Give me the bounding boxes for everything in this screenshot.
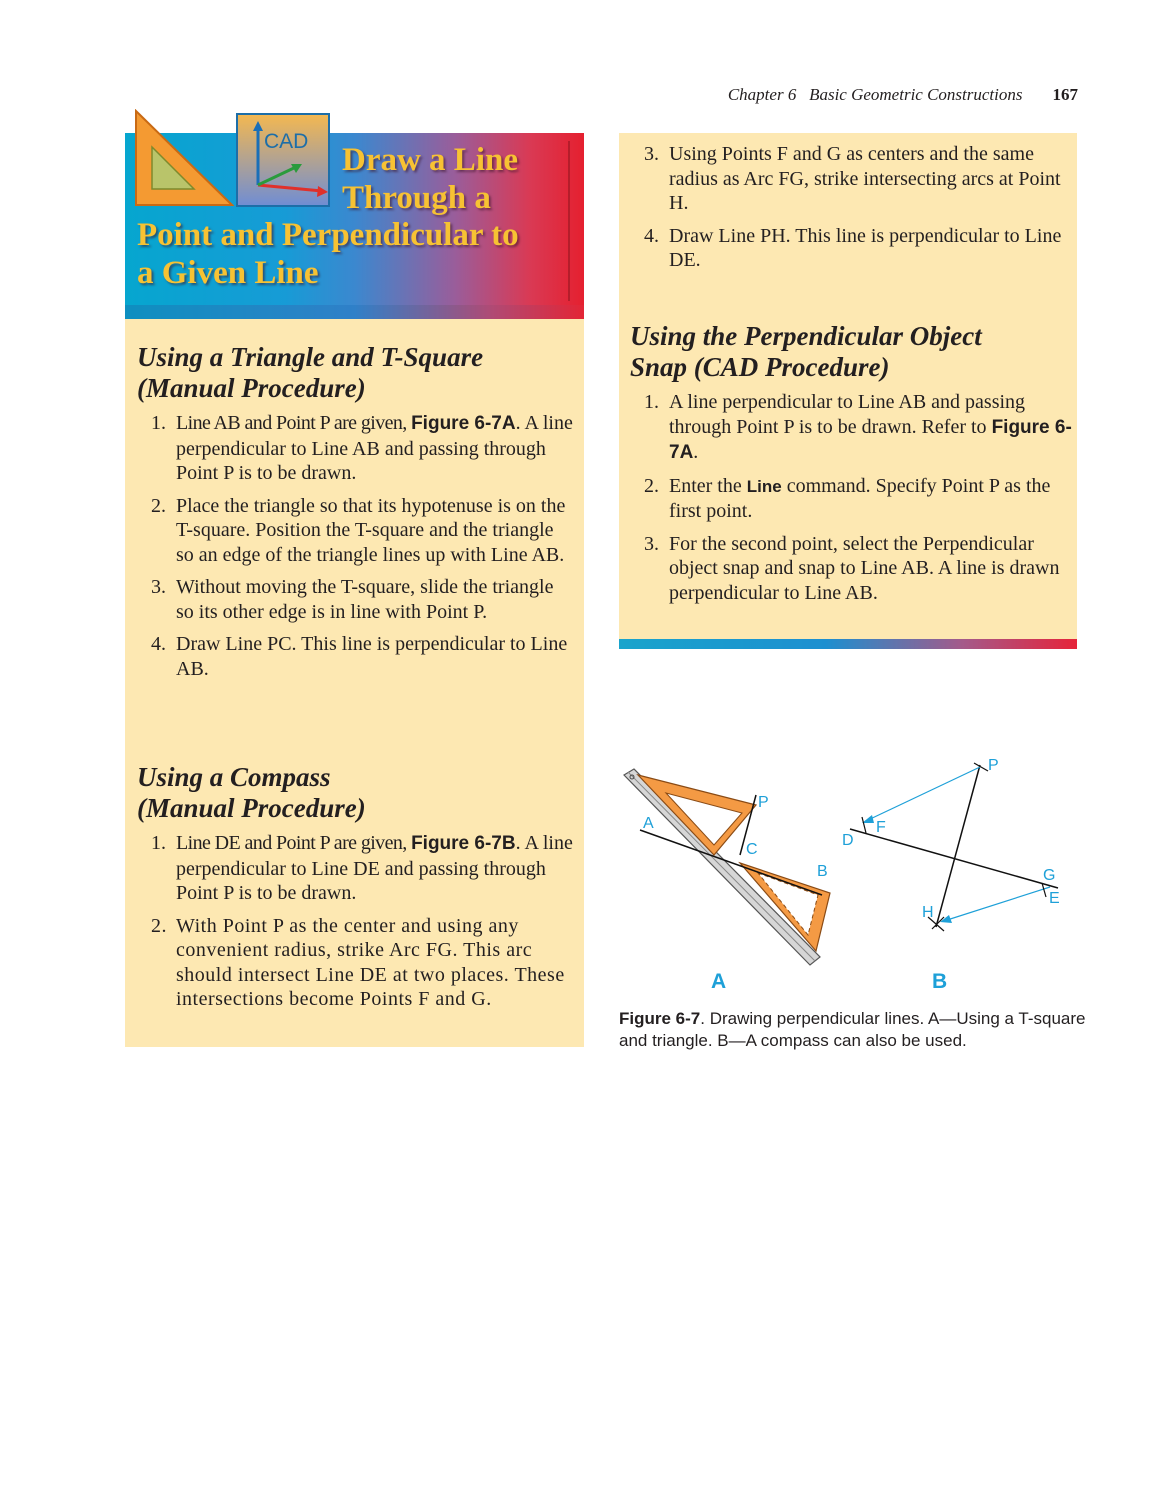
cad-icon [236, 113, 330, 207]
chapter-title: Chapter 6 Basic Geometric Constructions [727, 85, 1023, 104]
section2-heading [137, 762, 366, 824]
section1-steps [151, 411, 576, 689]
step-text: Draw Line PH. This line is perpendicular to Line DE. [669, 224, 1062, 271]
line-ab [640, 830, 822, 895]
section1-heading-line2: (Manual Procedure) [137, 373, 366, 403]
section2-steps-right [644, 142, 1072, 281]
banner-rule [568, 141, 570, 301]
step-number: 3. [644, 143, 659, 165]
list-item [151, 632, 576, 681]
list-item [644, 390, 1072, 466]
banner-title-line3: Point and Perpendicular to [137, 217, 519, 253]
step-text: For the second point, select the Perpendicular object snap and snap to Line AB. A line is drawn perpendicular to Line AB. [669, 532, 1060, 604]
banner-bottom-strip [125, 305, 584, 319]
figure-caption [619, 1008, 1089, 1052]
section1-heading-line1: Using a Triangle and T-Square [137, 342, 484, 372]
tick-p [974, 763, 988, 771]
step-number: 3. [644, 532, 659, 555]
label-b-point-p: P [988, 757, 999, 774]
list-item [151, 831, 576, 906]
section3-heading-line2: Snap (CAD Procedure) [630, 352, 890, 382]
figure-6-7 [610, 745, 1090, 1000]
section2-heading-line1: Using a Compass [137, 762, 331, 792]
label-a-point-p: P [758, 794, 769, 811]
step-text: A line perpendicular to Line AB and passing through Point P is to be drawn. Refer to [669, 391, 1026, 438]
step-text: . A line perpendicular to Line AB and passing through Point P is to be drawn. [176, 412, 573, 484]
list-item [644, 224, 1072, 273]
step-text: With Point P as the center and using any convenient radius, strike Arc FG. This arc should intersect Line DE at two places. These intersections become Points F and G. [176, 914, 565, 1010]
step-text: Enter the [669, 474, 747, 497]
section2-steps-left [151, 831, 576, 1020]
triangle-icon [134, 109, 234, 209]
section2-heading-line2: (Manual Procedure) [137, 793, 366, 823]
page-number: 167 [1052, 85, 1078, 104]
arc-pf-radius [866, 767, 980, 821]
arc-gh-radius [944, 887, 1050, 921]
step-text: Line AB and Point P are given, [176, 412, 412, 434]
step-number: 1. [151, 832, 166, 854]
section3-heading [630, 321, 982, 383]
list-item [151, 575, 576, 624]
step-number: 2. [644, 474, 659, 497]
running-header [600, 85, 1078, 105]
tick-f [862, 817, 866, 833]
list-item [644, 142, 1072, 216]
label-a-point-b: B [817, 863, 828, 880]
label-b-point-g: G [1043, 867, 1056, 884]
list-item [151, 914, 576, 1012]
step-number: 4. [644, 224, 659, 247]
label-b-point-e: E [1049, 890, 1060, 907]
label-b-point-h: H [922, 904, 934, 921]
step-text: Place the triangle so that its hypotenuse is on the T-square. Position the T-square and the triangle so an edge of the triangle lines up with Line AB. [176, 494, 566, 566]
panel-b-label: B [932, 970, 948, 993]
step-number: 2. [151, 494, 166, 517]
step-text: command. Specify Point P as the first point. [669, 474, 1051, 522]
figure-reference: Figure 6-7B [411, 833, 516, 854]
list-item [644, 532, 1072, 606]
line-ph [936, 765, 980, 927]
step-text: . A line perpendicular to Line DE and passing through Point P is to be drawn. [176, 832, 573, 904]
caption-text: . Drawing perpendicular lines. A—Using a T-square and triangle. B—A compass can also be used. [619, 1009, 1086, 1050]
step-text: Line DE and Point P are given, [176, 832, 412, 854]
list-item [151, 494, 576, 568]
step-number: 4. [151, 633, 166, 655]
step-number: 1. [151, 412, 166, 434]
step-number: 2. [151, 914, 167, 937]
label-a-point-c: C [746, 841, 758, 858]
step-number: 3. [151, 576, 166, 598]
step-number: 1. [644, 391, 659, 413]
step-text: . [693, 441, 699, 463]
section3-heading-line1: Using the Perpendicular Object [630, 321, 982, 351]
section3-steps [644, 390, 1072, 613]
step-text: Draw Line PC. This line is perpendicular to Line AB. [176, 633, 568, 680]
list-item [151, 411, 576, 486]
label-a-point-a: A [643, 815, 654, 832]
step-text: Without moving the T-square, slide the triangle so its other edge is in line with Point P. [176, 576, 554, 623]
label-b-point-f: F [876, 819, 886, 836]
banner-title-line2: Through a [342, 180, 491, 216]
step-text: Using Points F and G as centers and the same radius as Arc FG, strike intersecting arcs at Point H. [669, 143, 1061, 214]
command-name: Line [746, 476, 782, 496]
list-item [644, 474, 1072, 524]
section1-heading [137, 342, 483, 404]
caption-figure-ref: Figure 6-7 [619, 1009, 701, 1028]
right-box-bottom-bar [619, 639, 1077, 649]
figure-reference: Figure 6-7A [669, 416, 1072, 463]
figure-reference: Figure 6-7A [411, 413, 516, 434]
panel-a-label: A [711, 970, 727, 993]
banner-title-line1: Draw a Line [342, 142, 518, 178]
banner-title-line4: a Given Line [137, 255, 319, 291]
label-b-point-d: D [842, 832, 854, 849]
cad-badge-label: CAD [264, 130, 309, 153]
